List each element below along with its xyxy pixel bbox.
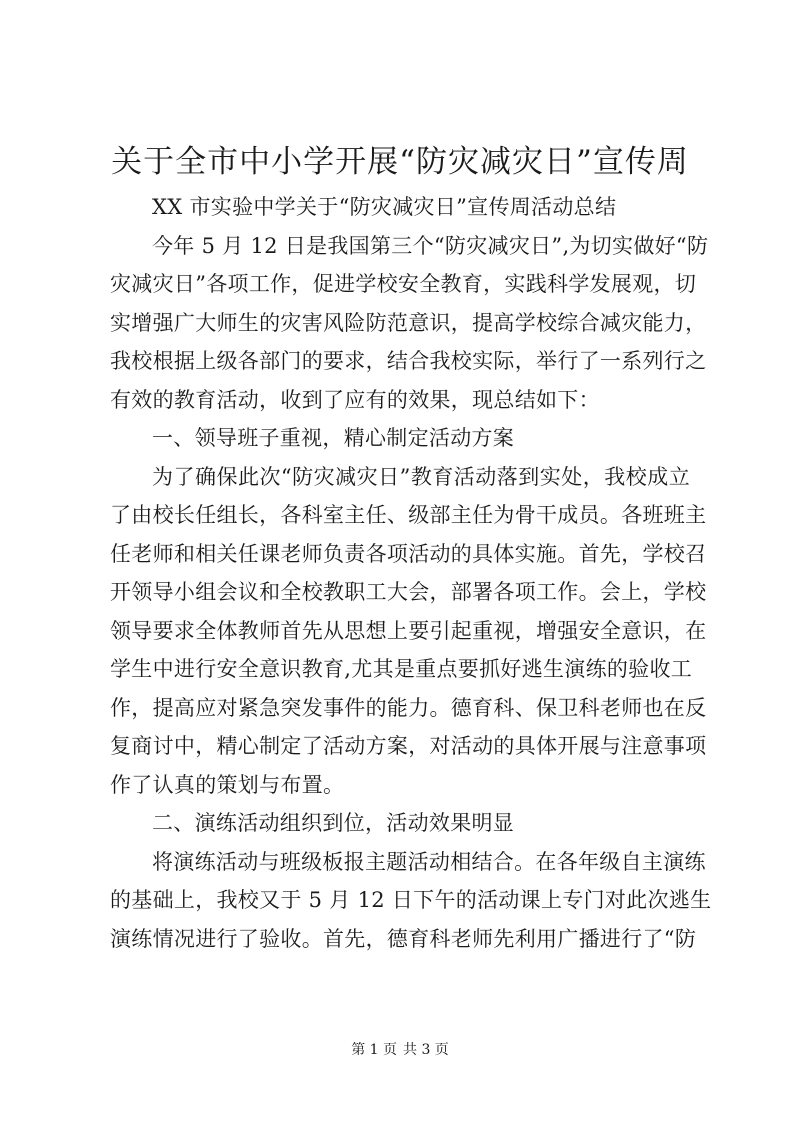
- paragraph-line: 复商讨中，精心制定了活动方案，对活动的具体开展与注意事项: [110, 734, 707, 758]
- paragraph-line: 将演练活动与班级板报主题活动相结合。在各年级自主演练: [152, 849, 706, 874]
- paragraph-line: 演练情况进行了验收。首先，德育科老师先利用广播进行了“防: [110, 926, 697, 951]
- paragraph-line: 任老师和相关任课老师负责各项活动的具体实施。首先，学校召: [110, 541, 707, 566]
- section-heading: 一、领导班子重视，精心制定活动方案: [152, 426, 515, 450]
- paragraph-line: 了由校长任组长，各科室主任、级部主任为骨干成员。各班班主: [110, 503, 707, 527]
- paragraph-line: 灾减灾日”各项工作，促进学校安全教育，实践科学发展观，切: [110, 272, 697, 296]
- paragraph-line: 今年 5 月 12 日是我国第三个“防灾减灾日”,为切实做好“防: [152, 233, 709, 258]
- document-body: [110, 188, 712, 958]
- paragraph-line: 学生中进行安全意识教育,尤其是重点要抓好逃生演练的验收工: [110, 657, 693, 681]
- paragraph-line: 为了确保此次“防灾减灾日”教育活动落到实处，我校成立: [152, 464, 690, 489]
- document-title: 关于全市中小学开展“防灾减灾日”宣传周: [111, 144, 689, 180]
- paragraph-line: 实增强广大师生的灾害风险防范意识，提高学校综合减灾能力，: [110, 310, 707, 335]
- paragraph-line: 有效的教育活动，收到了应有的效果，现总结如下：: [110, 387, 600, 412]
- paragraph-line: 作了认真的策划与布置。: [110, 772, 345, 797]
- section-heading: 二、演练活动组织到位，活动效果明显: [152, 811, 515, 835]
- paragraph-line: 我校根据上级各部门的要求，结合我校实际，举行了一系列行之: [110, 349, 707, 373]
- page-total: 共 3 页: [403, 1042, 449, 1058]
- paragraph-line: 作，提高应对紧急突发事件的能力。德育科、保卫科老师也在反: [110, 695, 707, 720]
- page-footer: [0, 1040, 800, 1060]
- page-number: 第 1 页: [351, 1042, 397, 1058]
- paragraph-line: 的基础上，我校又于 5 月 12 日下午的活动课上专门对此次逃生: [110, 888, 712, 912]
- subtitle-line: XX 市实验中学关于“防灾减灾日”宣传周活动总结: [152, 195, 617, 219]
- paragraph-line: 开领导小组会议和全校教职工大会，部署各项工作。会上，学校: [110, 580, 707, 604]
- paragraph-line: 领导要求全体教师首先从思想上要引起重视，增强安全意识，在: [110, 618, 707, 643]
